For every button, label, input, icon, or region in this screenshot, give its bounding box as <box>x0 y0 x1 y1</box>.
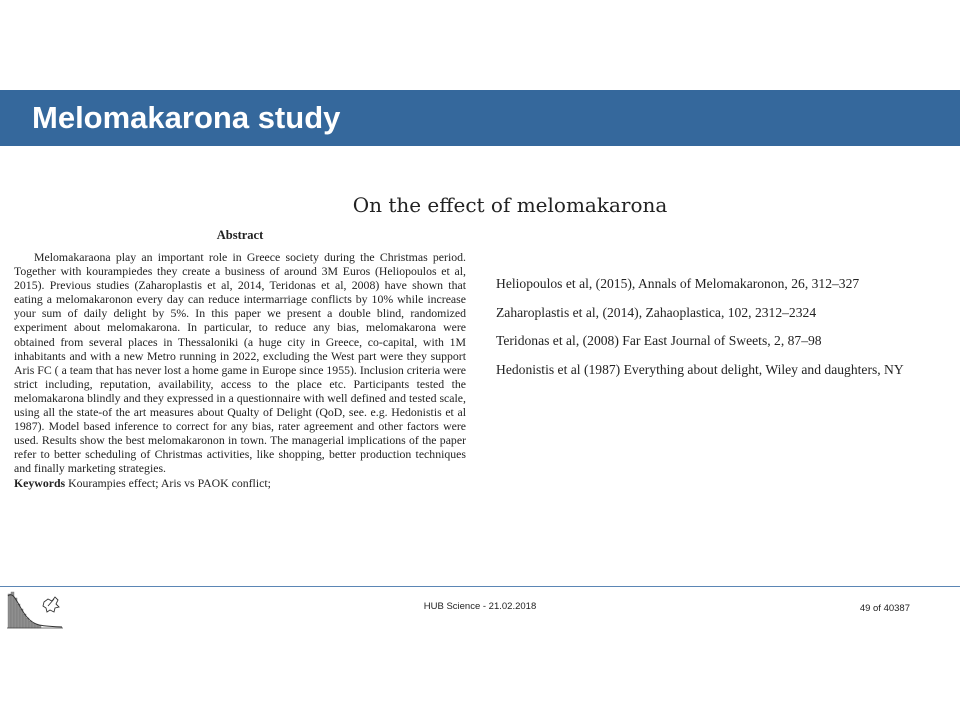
reference-list <box>496 272 956 386</box>
reference-item: Teridonas et al, (2008) Far East Journal of Sweets, 2, 87–98 <box>496 333 822 348</box>
histogram-logo-icon <box>6 590 64 630</box>
reference-item: Zaharoplastis et al, (2014), Zahaoplastica, 102, 2312–2324 <box>496 304 817 320</box>
footer-event: HUB Science - 21.02.2018 <box>423 601 537 612</box>
keywords-label: Keywords <box>14 475 66 490</box>
abstract-body: Melomakaraona play an important role in Greece society during the Christmas period. Together with kourampiedes they create a business of around 3M Euros (Heliopoulos et al, 2015). Previous studies (Zaharoplastis et al, 2014, Teridonas et al, 2008) have shown that eating a melomakaronon every day can reduce intermarriage conflicts by 10% while increase your sum of daily delight by 5%. In this paper we present a double blind, randomized experiment about melomakarona. In particular, to reduce any bias, melomakarona were obtained from several places in Thessaloniki (a huge city in Greece, co-capital, with 1M inhabitants and with a new Metro running in 2022, excluding the West part were they support Aris FC ( a team that has never lost a home game in Europe since 1955). Inclusion criteria were strict including, reputation, availability, access to the place etc. Participants tested the melomakarona blindly and they expressed in a questionnaire with well defined and tested scale, using all the state-of the art measures about Qualty of Delight (QoD, see. e.g. Hedonistis et al 1987). Model based inference to correct for any bias, rater agreement and other factors were used. Results show the best melomakaronon in town. The managerial implications of the paper refer to better scheduling of Christmas activities, like shopping, better production techniques and finally marketing strategies. <box>14 250 466 476</box>
slide-title-bar <box>0 90 960 146</box>
abstract-heading: Abstract <box>216 228 264 242</box>
keywords-text: Kourampies effect; Aris vs PAOK conflict; <box>65 475 271 490</box>
reference-item: Heliopoulos et al, (2015), Annals of Melomakaronon, 26, 312–327 <box>496 276 860 291</box>
abstract-section <box>14 227 466 490</box>
page-counter: 49 of 40387 <box>859 603 910 614</box>
slide-title: Melomakarona study <box>32 100 341 135</box>
paper-title: On the effect of melomakarona <box>352 193 668 217</box>
footer-divider <box>0 586 960 587</box>
reference-item: Hedonistis et al (1987) Everything about delight, Wiley and daughters, NY <box>496 361 904 377</box>
keywords <box>14 476 466 490</box>
